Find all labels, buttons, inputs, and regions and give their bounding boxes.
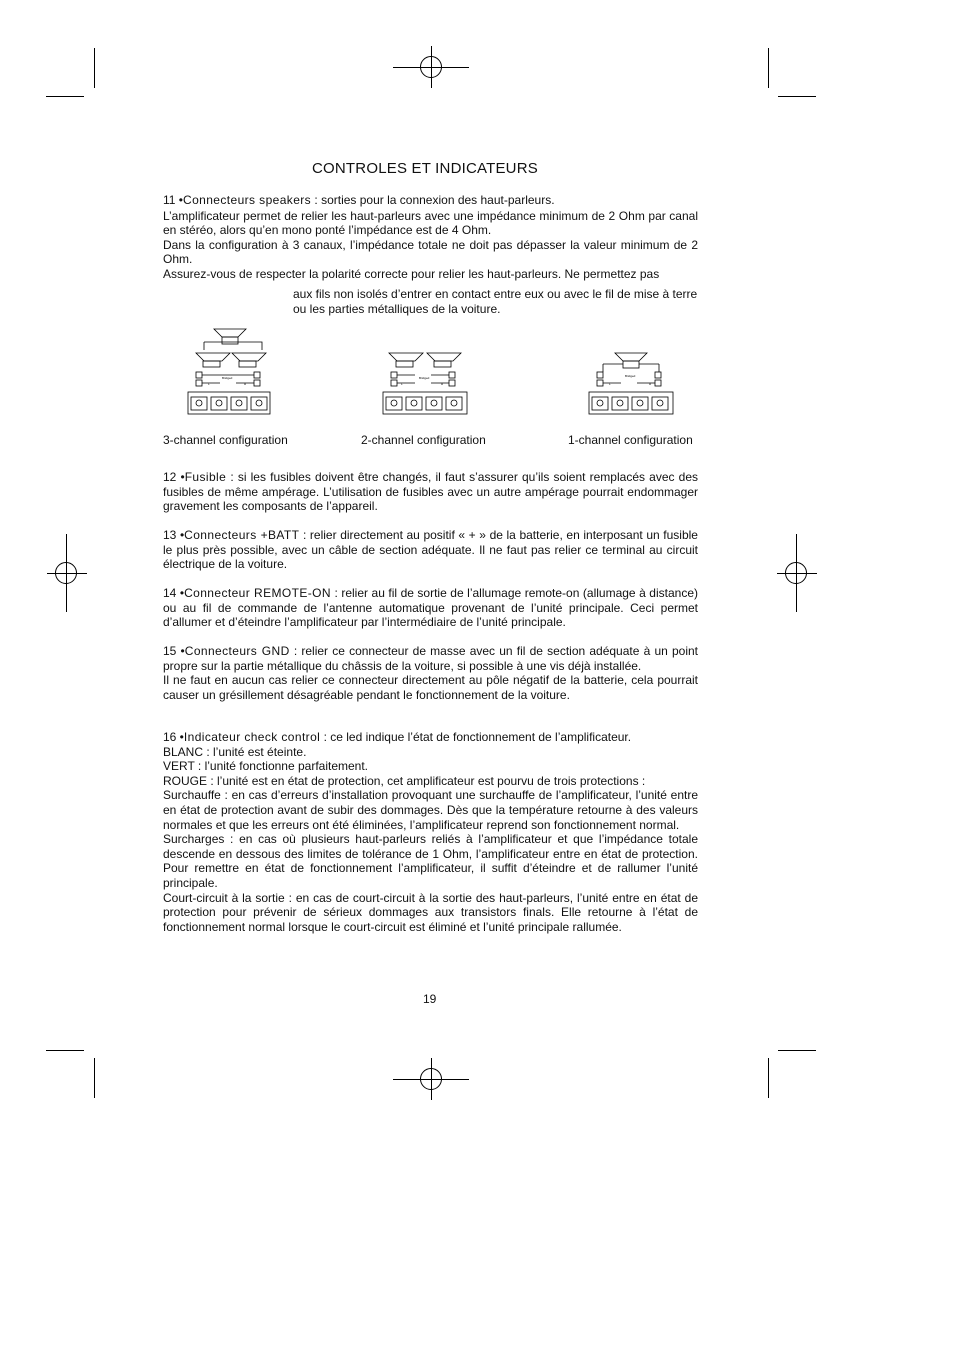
section-11: 11 •Connecteurs speakers : sorties pour la connexion des haut-parleurs. L’amplificateur permet de relier les haut-parleurs avec une impédance minimum de 2 Ohm par canal en stéréo, alors qu’en mono ponté l’impédance est de 4 Ohm. Dans la configuration à 3 canaux, l’impédance totale ne doit pas dépasser la valeur minimum de 2 Ohm. Assurez-vous de respecter la polarité correcte pour relier les haut-parleurs. Ne permettez pas (163, 193, 698, 281)
protection-surcharges: Surcharges : en cas où plusieurs haut-parleurs reliés à l’amplificateur et que l’impédance totale descende en dessous des limites de tolérance de 1 Ohm, l’amplificateur entre en état de protection. Pour remettre en état de fonctionnement l’amplificateur, il suffit d’éteindre et de rallumer l’unité principale. (163, 832, 698, 890)
diagram-3-channel (186, 326, 276, 418)
status-vert: VERT : l’unité fonctionne parfaitement. (163, 759, 369, 774)
section-11-term: Connecteurs speakers (183, 193, 312, 207)
left-label: L (609, 382, 611, 386)
section-14: 14 •Connecteur REMOTE-ON : relier au fil de sortie de l’allumage remote-on (allumage à distance) ou au fil de commande de l’antenne automatique provenant de l’unité principale. Ceci permet d’allumer et d’éteindre l’amplificateur par l’intermédiaire de l’unité principale. (163, 586, 698, 630)
bridged-label: Bridged (625, 374, 636, 378)
right-label: R (441, 382, 444, 386)
page-title: CONTROLES ET INDICATEURS (312, 160, 538, 177)
section-11-para-2: Dans la configuration à 3 canaux, l’impédance totale ne doit pas dépasser la valeur minimum de 2 Ohm. (163, 237, 698, 267)
section-16: 16 •Indicateur check control : ce led indique l’état de fonctionnement de l’amplificateur. BLANC : l’unité est éteinte. VERT : l’unité fonctionne parfaitement. ROUGE : l’unité est en état de protection, cet amplificateur est pourvu de trois protections : Surchauffe : en cas d’erreurs d’installation provoquant une surchauffe de l’amplificateur, l’unité entre en état de protection avant de subir des dommages. Dès que la température retourne à des valeurs normales et que les erreurs ont été éliminées, l’amplificateur reprend son fonctionnement normal. Surcharges : en cas où plusieurs haut-parleurs reliés à l’amplificateur et que l’impédance totale descende en dessous des limites de tolérance de 1 Ohm, l’amplificateur entre en état de protection. Pour remettre en état de fonctionnement l’amplificateur, il suffit d’éteindre et de rallumer l’unité principale. Court-circuit à la sortie : en cas de court-circuit à la sortie des haut-parleurs, l’unité entre en état de protection pour prévenir de sérieux dommages aux transistors finals. Elle retourne à l’état de fonctionnement normal lorsque le court-circuit est éliminé et l’unité principale rallumée. (163, 730, 698, 934)
page-number: 19 (423, 992, 437, 1006)
section-11-para-1: L’amplificateur permet de relier les haut-parleurs avec une impédance minimum de 2 Ohm par canal en stéréo, alors qu’en mono ponté l’impédance est de 4 Ohm. (163, 208, 698, 238)
section-15-term: Connecteurs GND (184, 644, 290, 658)
left-label: L (401, 382, 403, 386)
section-14-term: Connecteur REMOTE-ON (184, 586, 331, 600)
protection-surchauffe: Surchauffe : en cas d’erreurs d’installation provoquant une surchauffe de l’amplificateur, l’unité entre en état de protection avant de subir des dommages. Dès que la température retourne à des valeurs normales et que les erreurs ont été éliminées, l’amplificateur reprend son fonctionnement normal. (163, 788, 698, 832)
right-label: R (649, 382, 652, 386)
section-15: 15 •Connecteurs GND : relier ce connecteur de masse avec un fil de section adéquate à un point propre sur la partie métallique du châssis de la voiture, si possible à une vis déjà installée. Il ne faut en aucun cas relier ce connecteur directement au pôle négatif de la batterie, cela pourrait causer un grésillement désagréable pendant le fonctionnement de la voiture. (163, 644, 699, 702)
status-blanc: BLANC : l’unité est éteinte. (163, 744, 307, 759)
caption-2-channel: 2-channel configuration (361, 433, 486, 447)
diagram-1-channel (587, 350, 677, 418)
left-label: L (208, 382, 210, 386)
section-11-para-3: Assurez-vous de respecter la polarité correcte pour relier les haut-parleurs. Ne permettez pas (163, 266, 660, 281)
bridged-label: Bridged (419, 376, 430, 380)
section-12-term: Fusible (184, 470, 227, 484)
section-13: 13 •Connecteurs +BATT : relier directement au positif « + » de la batterie, en interposant un fusible le plus près possible, avec un câble de section adéquate. Il ne faut pas relier ce terminal au circuit électrique de la voiture. (163, 528, 698, 572)
status-rouge: ROUGE : l’unité est en état de protection, cet amplificateur est pourvu de trois protections : (163, 773, 646, 788)
section-16-term: Indicateur check control (183, 730, 321, 744)
protection-court-circuit: Court-circuit à la sortie : en cas de court-circuit à la sortie des haut-parleurs, l’unité entre en état de protection pour prévenir de sérieux dommages aux transistors finals. Elle retourne à l’état de fonctionnement normal lorsque le court-circuit est éliminé et l’unité principale rallumée. (163, 890, 698, 934)
caption-1-channel: 1-channel configuration (568, 433, 693, 447)
section-12: 12 •Fusible : si les fusibles doivent être changés, il faut s’assurer qu’ils soient remplacés avec des fusibles de même ampérage. L’utilisation de fusibles avec un autre ampérage pourrait endommager gravement les composants de l’appareil. (163, 470, 698, 514)
section-11-para-4: aux fils non isolés d’entrer en contact entre eux ou avec le fil de mise à terre ou les parties métalliques de la voiture. (293, 287, 698, 316)
section-15-para-2: Il ne faut en aucun cas relier ce connecteur directement au pôle négatif de la batterie, cela pourrait causer un grésillement désagréable pendant le fonctionnement de la voiture. (163, 673, 698, 702)
diagram-2-channel (381, 350, 471, 418)
bridged-label: Bridged (222, 376, 233, 380)
right-label: R (244, 382, 247, 386)
section-13-term: Connecteurs +BATT (184, 528, 300, 542)
caption-3-channel: 3-channel configuration (163, 433, 288, 447)
